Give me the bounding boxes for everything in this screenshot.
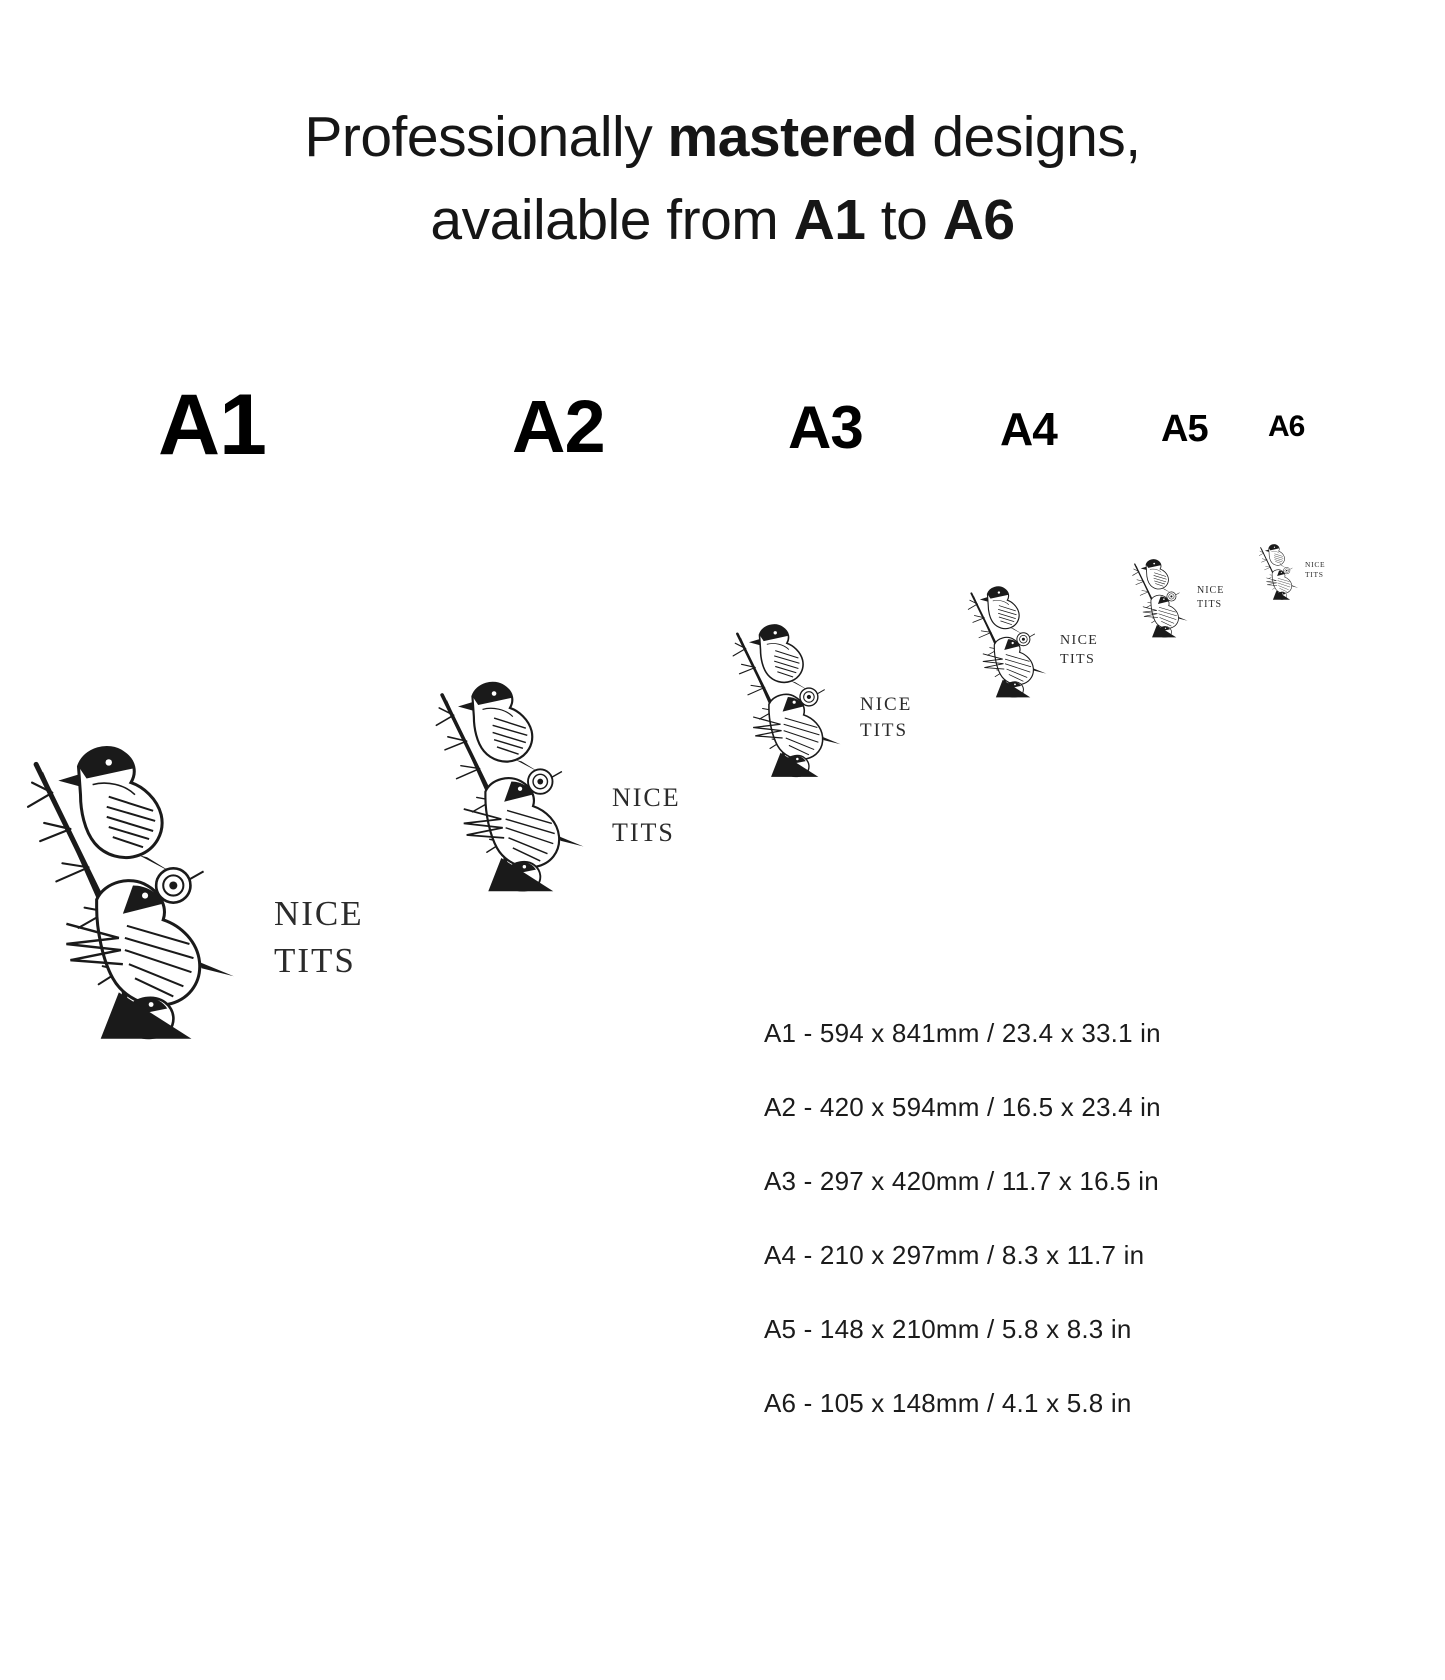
poster-caption-line-2: TITS bbox=[612, 818, 675, 848]
poster-caption-a5 bbox=[1197, 584, 1224, 611]
birds-on-branch-engraving-icon bbox=[432, 674, 598, 892]
poster-caption-a3 bbox=[860, 692, 912, 743]
headline-text-4: to bbox=[865, 187, 943, 252]
birds-on-branch-engraving-icon bbox=[730, 618, 851, 778]
dimension-row-a6: A6 - 105 x 148mm / 4.1 x 5.8 in bbox=[764, 1388, 1132, 1418]
poster-caption-line-2: TITS bbox=[860, 719, 909, 741]
size-label-a5: A5 bbox=[1161, 408, 1208, 450]
poster-preview-a2[interactable] bbox=[432, 662, 732, 892]
poster-preview-a1[interactable] bbox=[22, 720, 422, 1040]
poster-caption-line-2: TITS bbox=[1197, 598, 1223, 610]
headline-line-1 bbox=[304, 105, 1140, 169]
dimension-row-a4: A4 - 210 x 297mm / 8.3 x 11.7 in bbox=[764, 1240, 1145, 1270]
poster-caption-line-1: NICE bbox=[1197, 585, 1225, 596]
poster-caption-line-2: TITS bbox=[1305, 570, 1324, 580]
dimension-row-a5: A5 - 148 x 210mm / 5.8 x 8.3 in bbox=[764, 1314, 1132, 1344]
poster-caption-line-1: NICE bbox=[612, 783, 681, 812]
headline-emphasis-a6: A6 bbox=[942, 187, 1015, 252]
dimension-row-a3: A3 - 297 x 420mm / 11.7 x 16.5 in bbox=[764, 1166, 1159, 1196]
headline-emphasis-mastered: mastered bbox=[667, 105, 917, 169]
poster-caption-a6 bbox=[1305, 560, 1325, 580]
poster-caption-line-2: TITS bbox=[274, 941, 356, 981]
poster-caption-line-1: NICE bbox=[860, 694, 913, 715]
headline-text-1: Professionally bbox=[304, 105, 668, 169]
poster-caption-line-1: NICE bbox=[1060, 633, 1099, 648]
size-label-a1: A1 bbox=[158, 377, 266, 473]
size-label-a3: A3 bbox=[788, 394, 863, 461]
birds-on-branch-engraving-icon bbox=[966, 582, 1054, 698]
size-dimensions-list bbox=[764, 1020, 1384, 1416]
birds-on-branch-engraving-icon bbox=[1131, 556, 1193, 638]
headline-emphasis-a1: A1 bbox=[793, 187, 866, 252]
dimension-row-a1: A1 - 594 x 841mm / 23.4 x 33.1 in bbox=[764, 1018, 1161, 1048]
poster-caption-a4 bbox=[1060, 632, 1098, 670]
poster-caption-line-2: TITS bbox=[1060, 651, 1096, 667]
poster-preview-a6[interactable] bbox=[1258, 530, 1358, 600]
dimension-row-a2: A2 - 420 x 594mm / 16.5 x 23.4 in bbox=[764, 1092, 1161, 1122]
size-label-a6: A6 bbox=[1268, 410, 1305, 443]
headline-text-2: designs, bbox=[917, 105, 1141, 169]
poster-preview-a3[interactable] bbox=[730, 608, 960, 778]
birds-on-branch-engraving-icon bbox=[22, 735, 254, 1040]
headline-line-2 bbox=[0, 179, 1445, 262]
poster-caption-line-1: NICE bbox=[274, 894, 364, 933]
poster-preview-a4[interactable] bbox=[966, 572, 1146, 698]
poster-caption-a1 bbox=[274, 890, 364, 985]
birds-on-branch-engraving-icon bbox=[1258, 542, 1302, 600]
size-label-a4: A4 bbox=[1000, 403, 1057, 455]
page-title bbox=[0, 96, 1445, 261]
poster-caption-a2 bbox=[612, 780, 681, 850]
poster-caption-line-1: NICE bbox=[1305, 560, 1326, 569]
headline-text-3: available from bbox=[430, 187, 794, 252]
poster-preview-a5[interactable] bbox=[1131, 542, 1271, 638]
size-label-a2: A2 bbox=[512, 385, 605, 468]
